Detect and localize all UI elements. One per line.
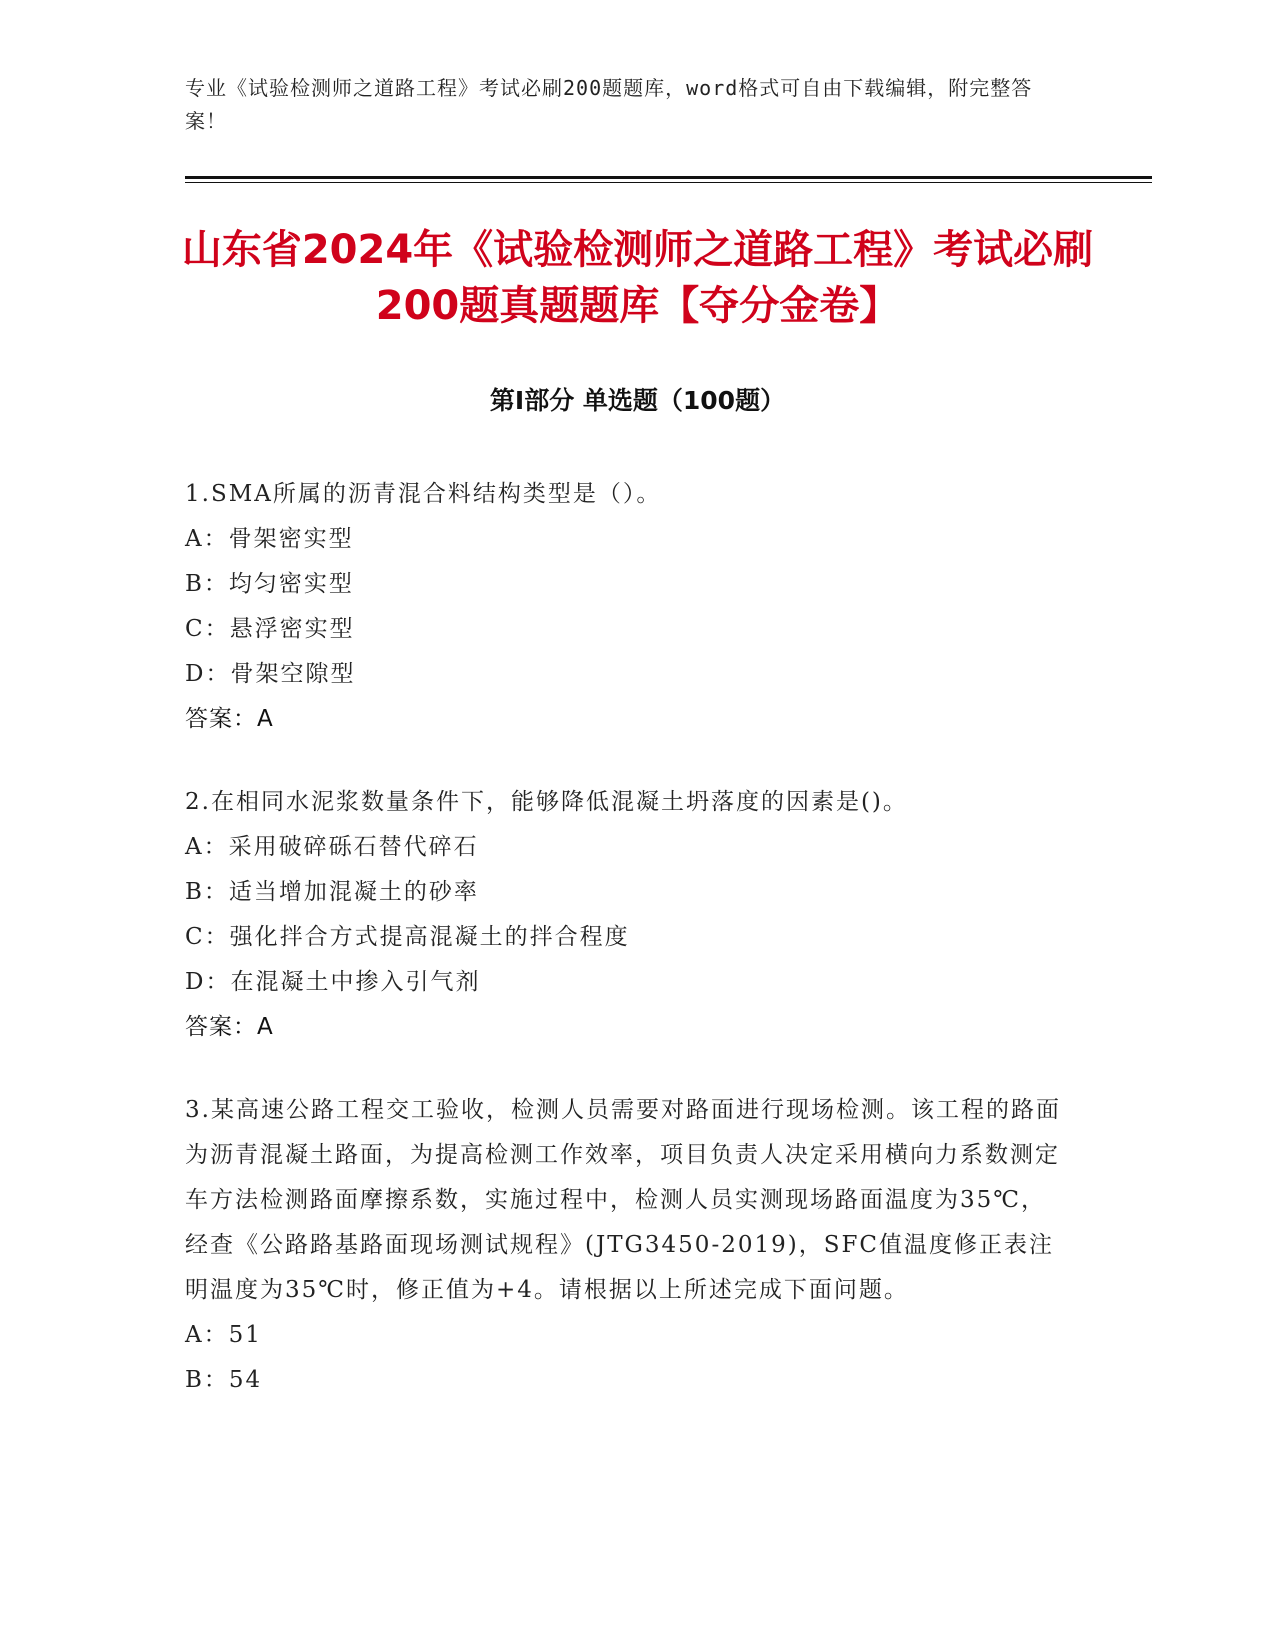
question-1 [185, 472, 1065, 742]
option-a: A：骨架密实型 [185, 526, 354, 552]
question-stem: 1.SMA所属的沥青混合料结构类型是（）。 [185, 481, 662, 507]
option-b: B：54 [185, 1367, 263, 1393]
option-c: C：悬浮密实型 [185, 616, 355, 642]
document-title: 山东省2024年《试验检测师之道路工程》考试必刷200题真题题库【夺分金卷】 [181, 227, 1094, 329]
option-a: A：采用破碎砾石替代碎石 [185, 834, 479, 860]
section-heading: 第I部分 单选题（100题） [489, 386, 786, 415]
question-2 [185, 780, 1065, 1050]
answer: 答案：A [185, 1014, 274, 1040]
question-3 [185, 1088, 1065, 1403]
option-b: B：均匀密实型 [185, 571, 354, 597]
option-c: C：强化拌合方式提高混凝土的拌合程度 [185, 924, 630, 950]
question-stem: 3.某高速公路工程交工验收，检测人员需要对路面进行现场检测。该工程的路面为沥青混凝土路面，为提高检测工作效率，项目负责人决定采用横向力系数测定车方法检测路面摩擦系数，实施过程中，检测人员实测现场路面温度为35℃，经查《公路路基路面现场测试规程》(JTG3450-2019)，SFC值温度修正表注明温度为35℃时，修正值为+4。请根据以上所述完成下面问题。 [185, 1097, 1061, 1303]
option-b: B：适当增加混凝土的砂率 [185, 879, 479, 905]
answer: 答案：A [185, 706, 274, 732]
option-d: D：骨架空隙型 [185, 661, 356, 687]
question-list [185, 472, 1065, 1441]
header-rule-thick [185, 176, 1152, 179]
question-stem: 2.在相同水泥浆数量条件下，能够降低混凝土坍落度的因素是()。 [185, 789, 908, 815]
option-a: A：51 [185, 1322, 262, 1348]
header-note: 专业《试验检测师之道路工程》考试必刷200题题库，word格式可自由下载编辑，附完整答案！ [185, 76, 1033, 133]
header-rule-thin [185, 182, 1152, 183]
option-d: D：在混凝土中掺入引气剂 [185, 969, 481, 995]
